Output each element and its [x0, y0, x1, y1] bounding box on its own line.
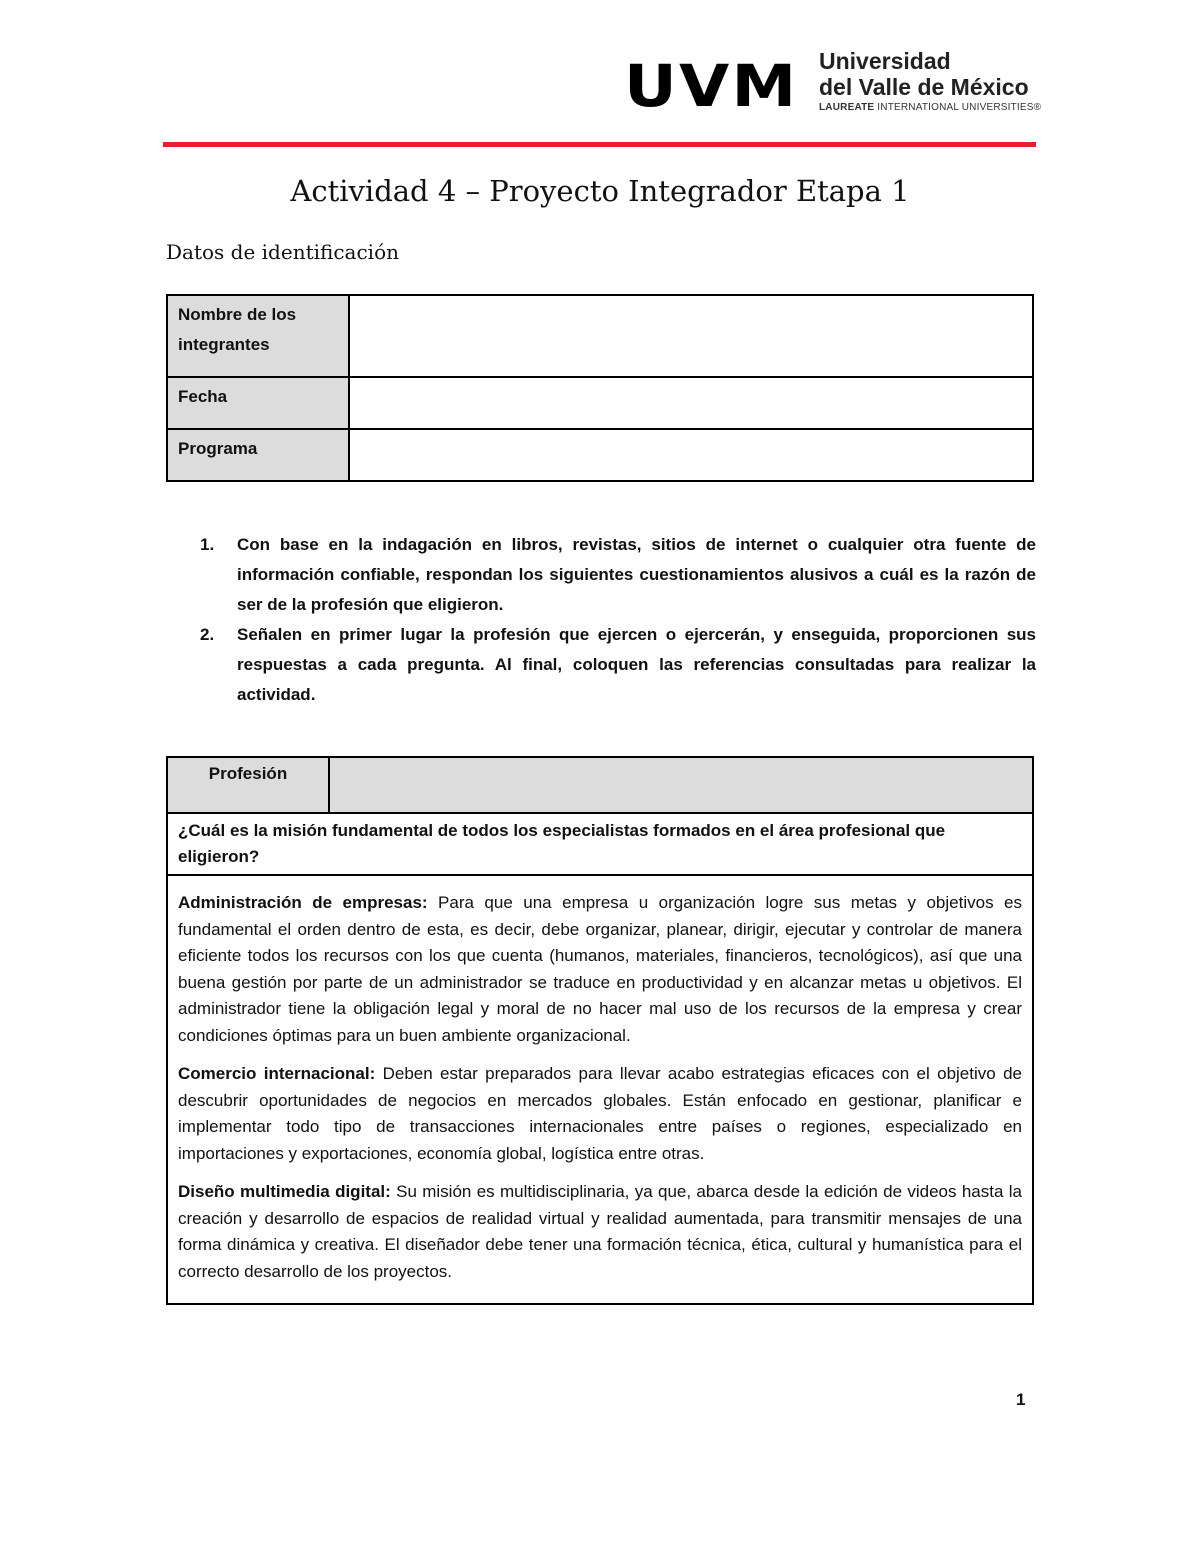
page-number: 1: [1016, 1390, 1026, 1409]
question-text: ¿Cuál es la misión fundamental de todos los especialistas formados en el área profesional que eligieron?: [167, 813, 1033, 875]
list-item: [200, 530, 1036, 620]
table-row: [167, 295, 1033, 377]
answer-heading: Comercio internacional:: [178, 1064, 376, 1083]
row-label: Nombre de los integrantes: [167, 295, 349, 377]
answer-cell[interactable]: [167, 875, 1033, 1304]
document-title: Actividad 4 – Proyecto Integrador Etapa 1: [290, 174, 910, 208]
question-table: [166, 756, 1034, 1305]
answer-text: Deben estar preparados para llevar acabo estrategias eficaces con el objetivo de descubrir oportunidades de negocios en mercados globales. Están enfocado en gestionar, planificar e implementar todo tipo de transacciones internacionales entre países o regiones, especializado en importaciones y exportaciones, economía global, logística entre otras.: [178, 1064, 1022, 1163]
profession-label: Profesión: [167, 757, 329, 813]
instructions-list: [200, 530, 1036, 710]
section-subtitle: Datos de identificación: [166, 240, 399, 264]
university-name: [819, 48, 1029, 100]
profession-field[interactable]: [329, 757, 1033, 813]
row-value-field[interactable]: [349, 377, 1033, 429]
answer-paragraph: [178, 890, 1022, 1049]
answer-text: Su misión es multidisciplinaria, ya que, abarca desde la edición de videos hasta la creación y desarrollo de espacios de realidad virtual y realidad aumentada, para transmitir mensajes de una forma dinámica y creativa. El diseñador debe tener una formación técnica, ética, cultural y humanística para el correcto desarrollo de los proyectos.: [178, 1182, 1022, 1281]
identification-table: [166, 294, 1034, 482]
row-label: Programa: [167, 429, 349, 481]
university-name-line2: del Valle de México: [819, 74, 1029, 100]
row-label: Fecha: [167, 377, 349, 429]
row-value-field[interactable]: [349, 295, 1033, 377]
table-row: [167, 377, 1033, 429]
laureate-bold: LAUREATE: [819, 102, 875, 113]
table-row: [167, 429, 1033, 481]
list-item-text: Señalen en primer lugar la profesión que ejercen o ejercerán, y enseguida, proporcionen sus respuestas a cada pregunta. Al final, coloquen las referencias consultadas para realizar la actividad.: [237, 625, 1036, 704]
laureate-tagline: [819, 102, 1041, 113]
answer-heading: Administración de empresas:: [178, 893, 428, 912]
list-item-number: 2.: [200, 625, 215, 644]
answer-paragraph: [178, 1179, 1022, 1285]
list-item-text: Con base en la indagación en libros, revistas, sitios de internet o cualquier otra fuente de información confiable, respondan los siguientes cuestionamientos alusivos a cuál es la razón de ser de la profesión que eligieron.: [237, 535, 1036, 614]
university-name-line1: Universidad: [819, 48, 951, 74]
list-item: [200, 620, 1036, 710]
table-row: [167, 813, 1033, 875]
laureate-rest: INTERNATIONAL UNIVERSITIES®: [874, 102, 1042, 113]
list-item-number: 1.: [200, 535, 215, 554]
table-row: [167, 757, 1033, 813]
table-row: [167, 875, 1033, 1304]
header-divider: [163, 142, 1036, 147]
answer-paragraph: [178, 1061, 1022, 1167]
uvm-logo-mark: UVM: [624, 52, 799, 120]
answer-text: Para que una empresa u organización logre sus metas y objetivos es fundamental el orden dentro de esta, es decir, debe organizar, planear, dirigir, ejecutar y controlar de manera eficiente todos los recursos con los que cuenta (humanos, materiales, financieros, tecnológicos), así que una buena gestión por parte de un administrador se traduce en productividad y en alcanzar metas u objetivos. El administrador tiene la obligación legal y moral de no hacer mal uso de los recursos de la empresa y crear condiciones óptimas para un buen ambiente organizacional.: [178, 893, 1022, 1045]
row-value-field[interactable]: [349, 429, 1033, 481]
answer-heading: Diseño multimedia digital:: [178, 1182, 391, 1201]
uvm-logo: [624, 48, 1044, 120]
